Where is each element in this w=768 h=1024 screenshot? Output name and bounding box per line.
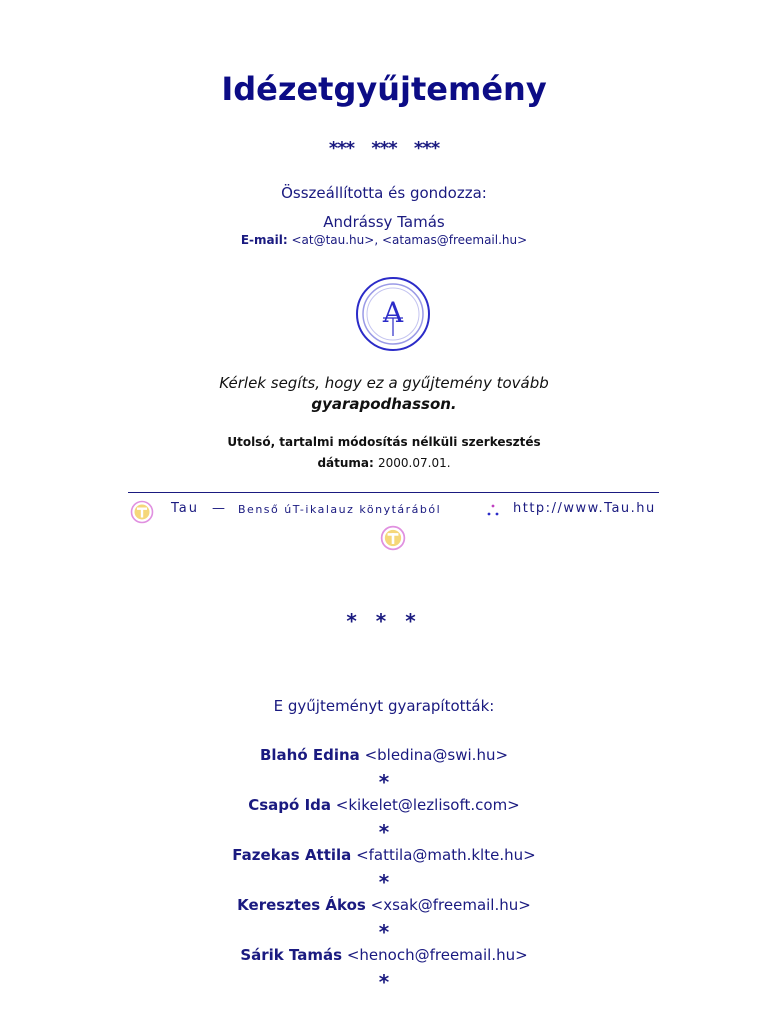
contributor-email[interactable]: <xsak@freemail.hu> xyxy=(370,896,531,914)
contributor-item xyxy=(0,896,768,914)
seal-monogram-icon xyxy=(355,276,431,352)
email-addresses[interactable]: <at@tau.hu>, <atamas@freemail.hu> xyxy=(291,233,528,247)
seal-letter: A xyxy=(382,296,404,329)
three-dots-icon xyxy=(486,502,500,518)
plea-line-1: Kérlek segíts, hogy ez a gyűjtemény tovább xyxy=(219,374,549,392)
contributor-name: Sárik Tamás xyxy=(240,946,343,964)
plea-line-2: gyarapodhasson. xyxy=(311,395,457,413)
contributor-separator: * xyxy=(378,770,390,794)
contributor-email[interactable]: <bledina@swi.hu> xyxy=(364,746,509,764)
contributor-email[interactable]: <fattila@math.klte.hu> xyxy=(356,846,536,864)
contributor-email[interactable]: <henoch@freemail.hu> xyxy=(346,946,528,964)
tau-url-link[interactable]: http://www.Tau.hu xyxy=(513,501,656,516)
last-modified-date: 2000.07.01. xyxy=(378,456,451,470)
tau-dash: — xyxy=(212,501,225,516)
contributor-separator: * xyxy=(378,870,390,894)
contributors-heading: E gyűjteményt gyarapították: xyxy=(273,697,495,715)
horizontal-rule xyxy=(128,492,659,493)
last-modified-line: Utolsó, tartalmi módosítás nélküli szerkesztés xyxy=(227,435,541,449)
tau-t-icon[interactable] xyxy=(380,525,406,551)
tau-name[interactable]: Tau xyxy=(171,501,199,516)
contributor-item xyxy=(0,946,768,964)
contributor-name: Blahó Edina xyxy=(259,746,360,764)
contributor-item xyxy=(0,746,768,764)
tau-t-icon[interactable] xyxy=(130,500,154,524)
contributor-item xyxy=(0,796,768,814)
separator-stars: * * * xyxy=(346,609,422,633)
contributor-name: Fazekas Attila xyxy=(232,846,352,864)
contributor-name: Csapó Ida xyxy=(248,796,332,814)
last-modified xyxy=(0,432,768,474)
plea-text xyxy=(0,373,768,415)
contributor-separator: * xyxy=(378,970,390,994)
email-line xyxy=(0,233,768,247)
decorative-stars: *** *** *** xyxy=(328,138,440,159)
contributor-separator: * xyxy=(378,820,390,844)
tau-footer xyxy=(130,499,670,525)
email-label: E-mail: xyxy=(240,233,288,247)
contributor-separator: * xyxy=(378,920,390,944)
tau-description: Benső úT-ikalauz könytárából xyxy=(238,503,442,516)
compiled-by-label: Összeállította és gondozza: xyxy=(281,184,487,202)
contributor-email[interactable]: <kikelet@lezlisoft.com> xyxy=(335,796,520,814)
contributor-item xyxy=(0,846,768,864)
last-modified-label: dátuma: xyxy=(317,456,374,470)
page-title: Idézetgyűjtemény xyxy=(221,70,547,108)
contributor-name: Keresztes Ákos xyxy=(237,896,366,914)
author-name: Andrássy Tamás xyxy=(323,213,445,231)
